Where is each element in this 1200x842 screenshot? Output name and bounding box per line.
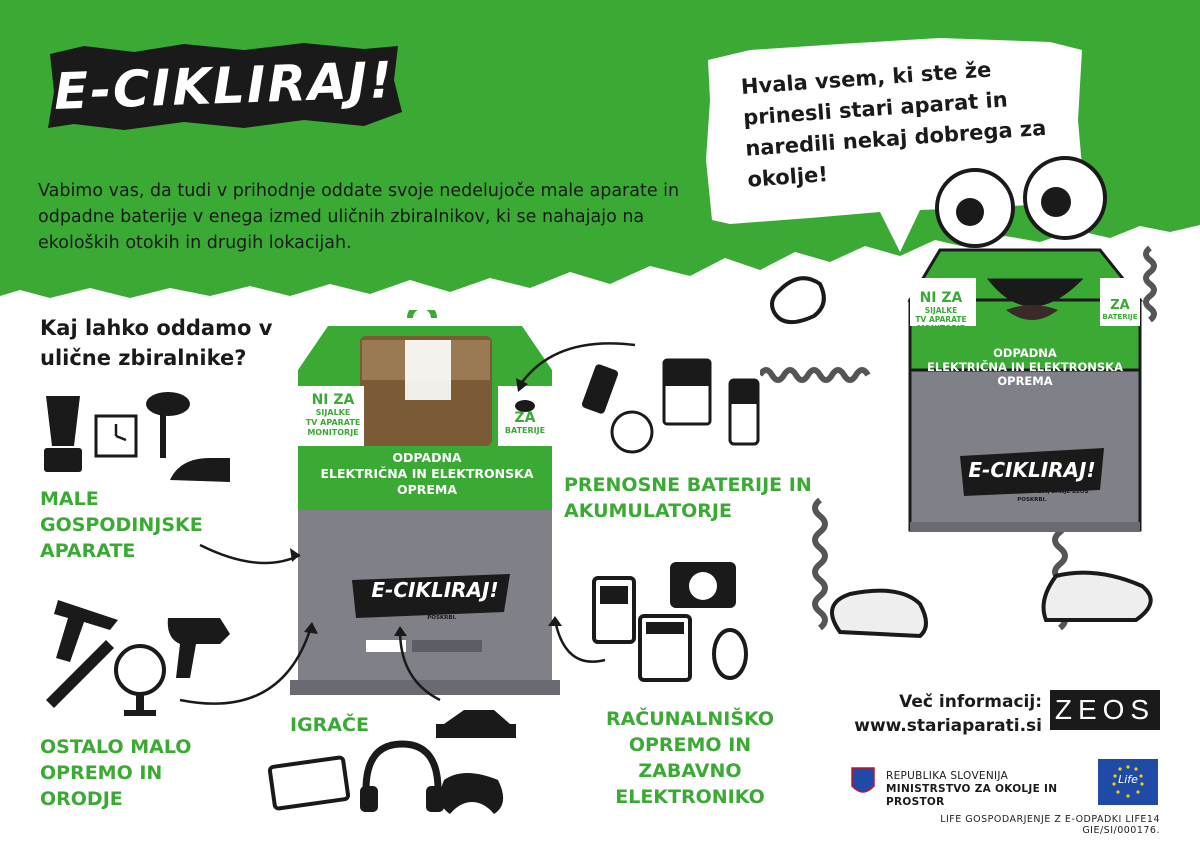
mobile-phone-icon — [594, 578, 634, 642]
footer-note: LIFE GOSPODARJENJE Z E-ODPADKI LIFE14 GIE/SI/000176. — [940, 814, 1160, 836]
container-ni-za — [300, 392, 366, 438]
mascot-za — [1100, 298, 1140, 322]
mascot-za-sub: BATERIJE — [1102, 313, 1138, 321]
mascot-container-character — [760, 150, 1200, 680]
mascot-za-label: ZA — [1110, 298, 1130, 313]
mascot-ni-za-sub1: SIJALKE — [924, 306, 958, 315]
collection-container — [290, 310, 560, 695]
hairdryer-icon — [168, 618, 230, 678]
government-credit — [848, 762, 1088, 808]
blender-icon — [44, 396, 82, 472]
mascot-ni-za-sub3: MONITORJE — [916, 324, 966, 333]
mascot-slogan — [964, 488, 1100, 504]
e-cikliraj-logo — [44, 40, 404, 132]
mouse-icon — [714, 630, 746, 678]
category-igrace: IGRAČE — [290, 714, 369, 736]
mascot-ni-za-sub2: TV APARATE — [915, 315, 967, 324]
mascot-label — [910, 346, 1140, 388]
category-male-gospodinjske: MALE GOSPODINJSKE APARATE — [40, 488, 203, 562]
fan-icon — [116, 646, 164, 716]
container-logo-text: E-CIKLIRAJ! — [371, 578, 499, 602]
mascot-label-line1: ODPADNA — [993, 346, 1057, 360]
headphones-icon — [360, 744, 444, 812]
more-info — [852, 690, 1042, 738]
label-line2: ELEKTRIČNA IN ELEKTRONSKA — [320, 466, 534, 481]
clock-icon — [96, 416, 136, 456]
mascot-ni-za — [908, 290, 974, 333]
container-za — [498, 410, 552, 436]
mascot-label-line2: ELEKTRIČNA IN ELEKTRONSKA — [927, 360, 1123, 374]
gov-line2: MINISTRSTVO ZA OKOLJE IN PROSTOR — [886, 783, 1058, 808]
mixer-icon — [146, 392, 190, 458]
mascot-logo — [960, 458, 1104, 482]
mascot-label-line3: OPREMA — [997, 374, 1053, 388]
battery-9v-icon — [664, 360, 710, 424]
eu-life-logo — [1098, 759, 1158, 805]
arrow-racunalnisko-icon — [555, 620, 605, 662]
zeos-logo: ZEOS — [1050, 690, 1160, 730]
keyboard-icon — [269, 757, 348, 809]
logo-text: E-CIKLIRAJ! — [53, 51, 395, 121]
ni-za-sub1: SIJALKE — [315, 408, 351, 417]
more-info-url[interactable]: www.stariaparati.si — [854, 716, 1042, 736]
ni-za-label: NI ZA — [311, 392, 355, 408]
category-baterije: PRENOSNE BATERIJE IN AKUMULATORJE — [564, 474, 812, 522]
camera-icon — [670, 562, 736, 608]
toy-car-icon — [436, 710, 516, 738]
container-logo — [360, 578, 510, 602]
calculator-icon — [640, 616, 690, 680]
category-ostalo-orodje: OSTALO MALO OPREMO IN ORODJE — [40, 736, 192, 810]
gov-line1: REPUBLIKA SLOVENIJA — [886, 770, 1009, 782]
mascot-slogan-text: E-ODPADKI NISO SMETI, ZANJE ZEOS POSKRBI. — [975, 489, 1089, 503]
za-label: ZA — [514, 410, 536, 426]
question-heading: Kaj lahko oddamo v ulične zbiralnike? — [40, 316, 273, 370]
container-slogan — [372, 606, 512, 622]
mascot-ni-za-label: NI ZA — [919, 290, 963, 306]
toothbrush-icon — [46, 640, 114, 708]
life-label: Life — [1118, 773, 1138, 786]
intro-paragraph: Vabimo vas, da tudi v prihodnje oddate svoje nedelujoče male aparate in odpadne baterije v enega izmed uličnih zbiralnikov, ki se nahajajo na ekoloških otokih in drugih lokacijah. — [38, 181, 680, 253]
battery-aa-icon — [581, 363, 619, 414]
label-line1: ODPADNA — [392, 450, 462, 465]
za-sub: BATERIJE — [504, 426, 546, 435]
more-info-label: Več informacij: — [899, 692, 1042, 712]
ni-za-sub3: MONITORJE — [307, 428, 359, 437]
iron-icon — [170, 458, 230, 482]
gamepad-icon — [440, 773, 503, 814]
container-slogan-text: E-ODPADKI NISO SMETI, ZANJE ZEOS POSKRBI. — [385, 607, 499, 621]
category-racunalnisko: RAČUNALNIŠKO OPREMO IN ZABAVNO ELEKTRONIKO — [605, 708, 775, 808]
drill-icon — [54, 600, 118, 662]
ni-za-sub2: TV APARATE — [305, 418, 361, 427]
mascot-logo-text: E-CIKLIRAJ! — [968, 458, 1096, 482]
battery-coin-icon — [612, 412, 652, 452]
container-label — [300, 450, 554, 498]
label-line3: OPREMA — [396, 482, 458, 497]
battery-aaa-icon — [730, 380, 758, 444]
bubble-text: Hvala vsem, ki ste že prinesli stari aparat in naredili nekaj dobrega za okolje! — [740, 57, 1047, 192]
